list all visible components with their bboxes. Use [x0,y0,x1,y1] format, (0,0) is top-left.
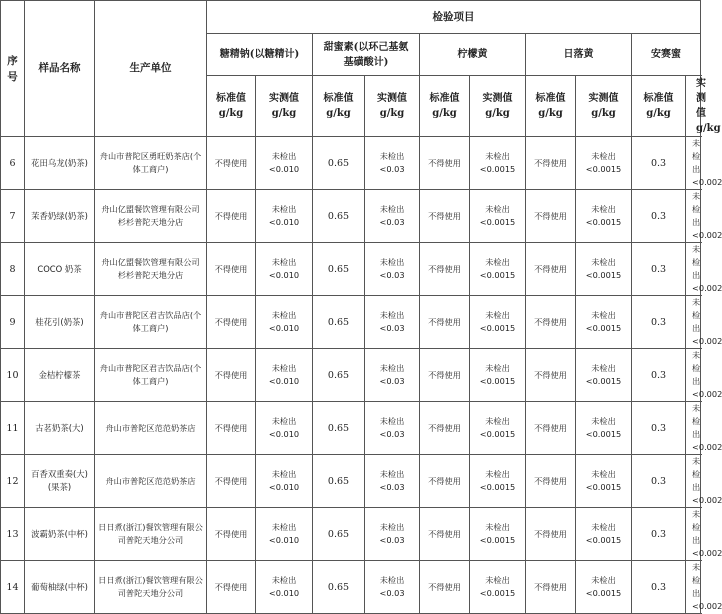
cyclamate-measured-cell: 未检出<0.03 [365,402,420,455]
table-row [1,561,701,614]
table-row [1,402,701,455]
cyclamate-std-cell: 0.65 [313,190,365,243]
standard-value-header: 标准值g/kg [313,76,365,137]
seq-cell: 11 [1,402,25,455]
saccharin-std-cell: 不得使用 [207,402,256,455]
inspection-items-header: 检验项目 [207,1,701,34]
sunset-yellow-std-cell: 不得使用 [526,243,576,296]
saccharin-std-cell: 不得使用 [207,349,256,402]
tartrazine-std-cell: 不得使用 [420,296,470,349]
saccharin-std-cell: 不得使用 [207,137,256,190]
acesulfame-measured-cell: 未检出<0.002 [686,190,701,243]
table-row [1,243,701,296]
saccharin-measured-cell: 未检出<0.010 [256,137,313,190]
tartrazine-std-cell: 不得使用 [420,508,470,561]
cyclamate-std-cell: 0.65 [313,561,365,614]
tartrazine-measured-cell: 未检出<0.0015 [470,561,526,614]
producer-cell: 舟山市普陀区范范奶茶店 [95,402,207,455]
sample-name-cell: 桂花引(奶茶) [25,296,95,349]
standard-value-header: 标准值g/kg [526,76,576,137]
saccharin-measured-cell: 未检出<0.010 [256,402,313,455]
acesulfame-measured-cell: 未检出<0.002 [686,402,701,455]
sunset-yellow-std-cell: 不得使用 [526,137,576,190]
seq-cell: 7 [1,190,25,243]
cyclamate-measured-cell: 未检出<0.03 [365,349,420,402]
measured-value-header: 实测值g/kg [470,76,526,137]
producer-cell: 舟山市普陀区范范奶茶店 [95,455,207,508]
cyclamate-std-cell: 0.65 [313,455,365,508]
cyclamate-header: 甜蜜素(以环己基氨基磺酸计) [313,34,420,76]
acesulfame-std-cell: 0.3 [632,455,686,508]
tartrazine-std-cell: 不得使用 [420,243,470,296]
acesulfame-header: 安赛蜜 [632,34,701,76]
saccharin-std-cell: 不得使用 [207,561,256,614]
tartrazine-std-cell: 不得使用 [420,561,470,614]
saccharin-std-cell: 不得使用 [207,296,256,349]
producer-cell: 舟山市普陀区君吉饮品店(个体工商户) [95,349,207,402]
acesulfame-measured-cell: 未检出<0.002 [686,561,701,614]
seq-cell: 13 [1,508,25,561]
cyclamate-measured-cell: 未检出<0.03 [365,137,420,190]
tartrazine-measured-cell: 未检出<0.0015 [470,137,526,190]
acesulfame-std-cell: 0.3 [632,402,686,455]
cyclamate-std-cell: 0.65 [313,296,365,349]
sample-name-cell: 波霸奶茶(中杯) [25,508,95,561]
cyclamate-std-cell: 0.65 [313,243,365,296]
measured-value-header: 实测值g/kg [576,76,632,137]
table-row [1,137,701,190]
saccharin-measured-cell: 未检出<0.010 [256,296,313,349]
acesulfame-measured-cell: 未检出<0.002 [686,349,701,402]
sample-name-cell: 百香双重奏(大)(果茶) [25,455,95,508]
sunset-yellow-measured-cell: 未检出<0.0015 [576,508,632,561]
acesulfame-measured-cell: 未检出<0.002 [686,508,701,561]
saccharin-std-cell: 不得使用 [207,508,256,561]
seq-header: 序号 [1,1,25,137]
standard-value-header: 标准值g/kg [632,76,686,137]
sunset-yellow-std-cell: 不得使用 [526,349,576,402]
sunset-yellow-std-cell: 不得使用 [526,561,576,614]
sunset-yellow-measured-cell: 未检出<0.0015 [576,190,632,243]
table-row [1,296,701,349]
producer-cell: 舟山亿盟餐饮管理有限公司杉杉普陀天地分店 [95,243,207,296]
sunset-yellow-std-cell: 不得使用 [526,296,576,349]
producer-cell: 舟山亿盟餐饮管理有限公司杉杉普陀天地分店 [95,190,207,243]
producer-cell: 舟山市普陀区勇旺奶茶店(个体工商户) [95,137,207,190]
acesulfame-std-cell: 0.3 [632,561,686,614]
producer-header: 生产单位 [95,1,207,137]
cyclamate-std-cell: 0.65 [313,508,365,561]
cyclamate-measured-cell: 未检出<0.03 [365,508,420,561]
sample-name-cell: 葡萄柚绿(中杯) [25,561,95,614]
sunset-yellow-measured-cell: 未检出<0.0015 [576,402,632,455]
saccharin-measured-cell: 未检出<0.010 [256,243,313,296]
acesulfame-std-cell: 0.3 [632,190,686,243]
acesulfame-std-cell: 0.3 [632,349,686,402]
tartrazine-measured-cell: 未检出<0.0015 [470,508,526,561]
measured-value-header: 实测值g/kg [686,76,701,137]
measured-value-header: 实测值g/kg [365,76,420,137]
acesulfame-std-cell: 0.3 [632,243,686,296]
sample-name-cell: 古茗奶茶(大) [25,402,95,455]
seq-cell: 12 [1,455,25,508]
table-row [1,455,701,508]
producer-cell: 日日煮(浙江)餐饮管理有限公司普陀天地分公司 [95,508,207,561]
tartrazine-header: 柠檬黄 [420,34,526,76]
sunset-yellow-measured-cell: 未检出<0.0015 [576,561,632,614]
saccharin-std-cell: 不得使用 [207,455,256,508]
sunset-yellow-measured-cell: 未检出<0.0015 [576,137,632,190]
saccharin-header: 糖精钠(以糖精计) [207,34,313,76]
tartrazine-measured-cell: 未检出<0.0015 [470,349,526,402]
saccharin-measured-cell: 未检出<0.010 [256,349,313,402]
acesulfame-measured-cell: 未检出<0.002 [686,455,701,508]
acesulfame-measured-cell: 未检出<0.002 [686,243,701,296]
sample-name-cell: 花田乌龙(奶茶) [25,137,95,190]
cyclamate-measured-cell: 未检出<0.03 [365,561,420,614]
tartrazine-std-cell: 不得使用 [420,190,470,243]
cyclamate-std-cell: 0.65 [313,349,365,402]
tartrazine-std-cell: 不得使用 [420,402,470,455]
tartrazine-std-cell: 不得使用 [420,137,470,190]
tartrazine-measured-cell: 未检出<0.0015 [470,190,526,243]
acesulfame-measured-cell: 未检出<0.002 [686,296,701,349]
saccharin-measured-cell: 未检出<0.010 [256,508,313,561]
table-body [1,137,722,614]
saccharin-std-cell: 不得使用 [207,190,256,243]
cyclamate-measured-cell: 未检出<0.03 [365,296,420,349]
sunset-yellow-std-cell: 不得使用 [526,508,576,561]
sunset-yellow-std-cell: 不得使用 [526,402,576,455]
sunset-yellow-measured-cell: 未检出<0.0015 [576,349,632,402]
seq-cell: 8 [1,243,25,296]
producer-cell: 舟山市普陀区君吉饮品店(个体工商户) [95,296,207,349]
measured-value-header: 实测值g/kg [256,76,313,137]
sample-name-header: 样品名称 [25,1,95,137]
tartrazine-measured-cell: 未检出<0.0015 [470,455,526,508]
cyclamate-measured-cell: 未检出<0.03 [365,455,420,508]
cyclamate-measured-cell: 未检出<0.03 [365,243,420,296]
table-row [1,349,701,402]
saccharin-measured-cell: 未检出<0.010 [256,190,313,243]
sunset-yellow-std-cell: 不得使用 [526,190,576,243]
cyclamate-std-cell: 0.65 [313,402,365,455]
seq-cell: 9 [1,296,25,349]
acesulfame-std-cell: 0.3 [632,137,686,190]
saccharin-measured-cell: 未检出<0.010 [256,561,313,614]
producer-cell: 日日煮(浙江)餐饮管理有限公司普陀天地分公司 [95,561,207,614]
sunset-yellow-std-cell: 不得使用 [526,455,576,508]
cyclamate-measured-cell: 未检出<0.03 [365,190,420,243]
seq-cell: 6 [1,137,25,190]
saccharin-measured-cell: 未检出<0.010 [256,455,313,508]
standard-value-header: 标准值g/kg [420,76,470,137]
sample-name-cell: 金桔柠檬茶 [25,349,95,402]
sample-name-cell: COCO 奶茶 [25,243,95,296]
table-row [1,190,701,243]
saccharin-std-cell: 不得使用 [207,243,256,296]
tartrazine-std-cell: 不得使用 [420,455,470,508]
acesulfame-measured-cell: 未检出<0.002 [686,137,701,190]
tartrazine-std-cell: 不得使用 [420,349,470,402]
tartrazine-measured-cell: 未检出<0.0015 [470,296,526,349]
tartrazine-measured-cell: 未检出<0.0015 [470,402,526,455]
seq-cell: 14 [1,561,25,614]
seq-cell: 10 [1,349,25,402]
cyclamate-std-cell: 0.65 [313,137,365,190]
sunset-yellow-header: 日落黄 [526,34,632,76]
table-row [1,508,701,561]
sample-name-cell: 茉香奶绿(奶茶) [25,190,95,243]
sunset-yellow-measured-cell: 未检出<0.0015 [576,243,632,296]
sunset-yellow-measured-cell: 未检出<0.0015 [576,296,632,349]
tartrazine-measured-cell: 未检出<0.0015 [470,243,526,296]
acesulfame-std-cell: 0.3 [632,508,686,561]
acesulfame-std-cell: 0.3 [632,296,686,349]
sunset-yellow-measured-cell: 未检出<0.0015 [576,455,632,508]
standard-value-header: 标准值g/kg [207,76,256,137]
